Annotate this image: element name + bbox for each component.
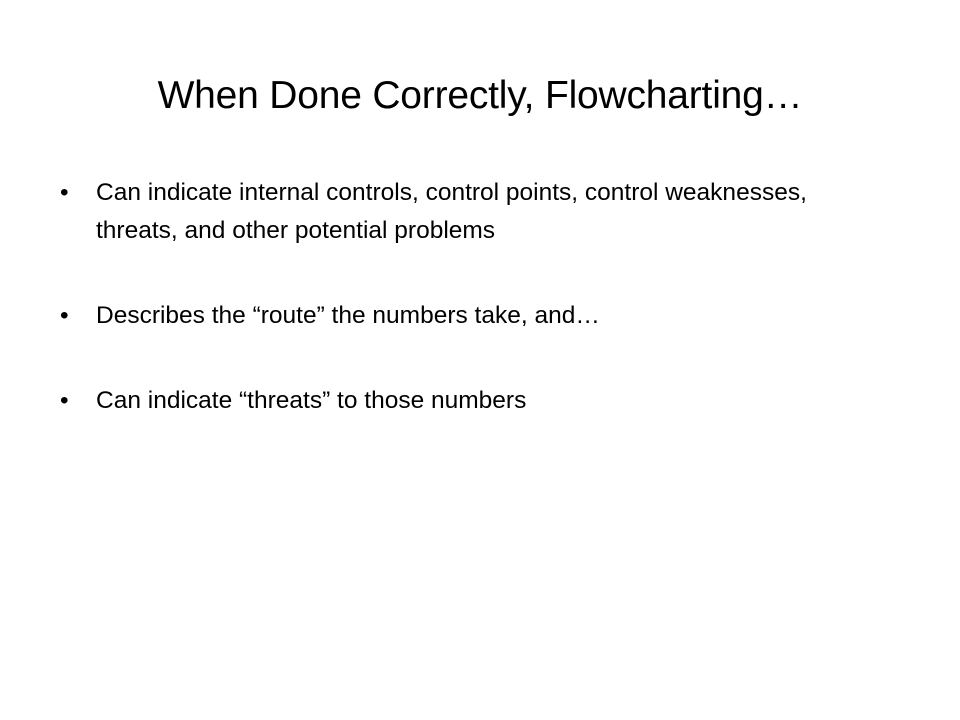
bullet-text: Can indicate internal controls, control points, control weaknesses, threats, and other potential problems (96, 179, 807, 244)
bullet-text: Describes the “route” the numbers take, and… (96, 302, 600, 329)
bullet-icon: • (60, 302, 69, 329)
bullet-list (60, 174, 860, 467)
bullet-icon: • (60, 387, 69, 414)
bullet-icon: • (60, 179, 69, 206)
bullet-item (60, 297, 860, 335)
bullet-item (60, 174, 860, 250)
bullet-text: Can indicate “threats” to those numbers (96, 387, 527, 414)
slide-title: When Done Correctly, Flowcharting… (157, 74, 803, 117)
bullet-item (60, 382, 860, 420)
